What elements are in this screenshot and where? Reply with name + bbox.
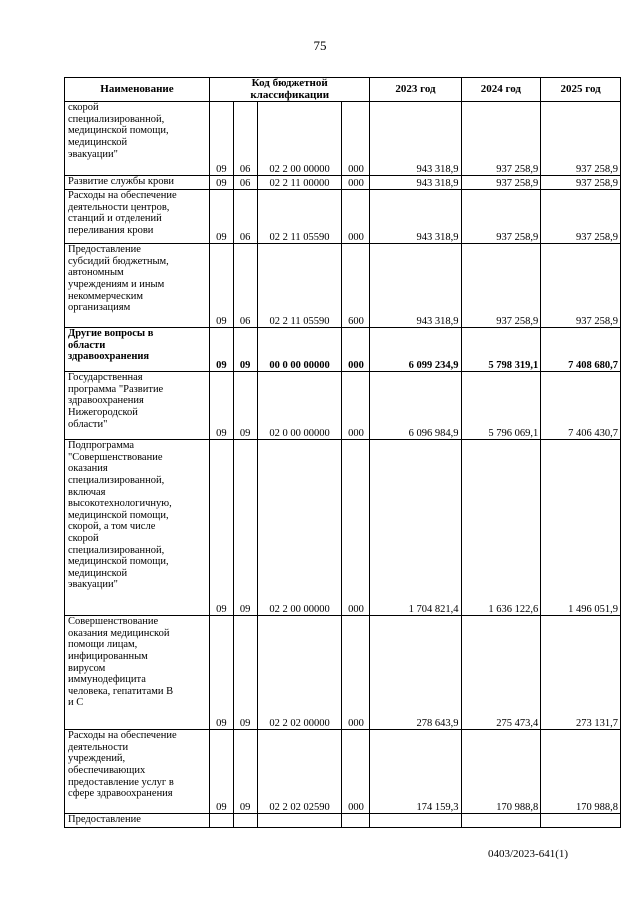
value-2024-cell — [461, 814, 541, 828]
subsection-code-cell: 09 — [233, 372, 257, 440]
expense-type-cell: 000 — [342, 190, 370, 244]
target-code-cell: 02 2 02 00000 — [257, 616, 342, 730]
expense-type-cell: 000 — [342, 440, 370, 616]
value-2023-cell: 943 318,9 — [370, 190, 461, 244]
expense-type-cell: 000 — [342, 328, 370, 372]
header-2023: 2023 год — [370, 78, 461, 102]
section-code-cell: 09 — [209, 440, 233, 616]
row-name-cell: Развитие службы крови — [65, 176, 210, 190]
target-code-cell: 00 0 00 00000 — [257, 328, 342, 372]
subsection-code-cell — [233, 814, 257, 828]
expense-type-cell: 000 — [342, 102, 370, 176]
subsection-code-cell: 06 — [233, 102, 257, 176]
table-row — [65, 372, 621, 440]
section-code-cell: 09 — [209, 176, 233, 190]
value-2023-cell: 943 318,9 — [370, 244, 461, 328]
expense-type-cell: 000 — [342, 372, 370, 440]
value-2025-cell: 170 988,8 — [541, 730, 621, 814]
subsection-code-cell: 09 — [233, 616, 257, 730]
expense-type-cell: 000 — [342, 730, 370, 814]
target-code-cell: 02 2 11 05590 — [257, 244, 342, 328]
value-2024-cell: 170 988,8 — [461, 730, 541, 814]
table-row — [65, 190, 621, 244]
target-code-cell: 02 2 11 00000 — [257, 176, 342, 190]
expense-type-cell — [342, 814, 370, 828]
table-row — [65, 176, 621, 190]
target-code-cell: 02 2 02 02590 — [257, 730, 342, 814]
section-code-cell: 09 — [209, 372, 233, 440]
value-2024-cell: 5 798 319,1 — [461, 328, 541, 372]
value-2023-cell: 174 159,3 — [370, 730, 461, 814]
row-name-cell: Предоставление субсидий бюджетным, автономным учреждениям и иным некоммерческим организациям — [65, 244, 210, 328]
table-row — [65, 616, 621, 730]
value-2024-cell: 937 258,9 — [461, 176, 541, 190]
subsection-code-cell: 09 — [233, 328, 257, 372]
subsection-code-cell: 06 — [233, 176, 257, 190]
value-2025-cell — [541, 814, 621, 828]
row-name-cell: Подпрограмма "Совершенствование оказания специализированной, включая высокотехнологичную, медицинской помощи, скорой, а том числе скорой специализированной, медицинской помощи, медицинской эвакуации" — [65, 440, 210, 616]
value-2025-cell: 7 406 430,7 — [541, 372, 621, 440]
subsection-code-cell: 09 — [233, 730, 257, 814]
table-row — [65, 730, 621, 814]
value-2023-cell — [370, 814, 461, 828]
table-row — [65, 328, 621, 372]
expense-type-cell: 000 — [342, 616, 370, 730]
row-name-cell: Совершенствование оказания медицинской помощи лицам, инфицированным вирусом иммунодефицита человека, гепатитами В и С — [65, 616, 210, 730]
table-row — [65, 814, 621, 828]
expense-type-cell: 600 — [342, 244, 370, 328]
subsection-code-cell: 06 — [233, 190, 257, 244]
section-code-cell: 09 — [209, 244, 233, 328]
table-row — [65, 244, 621, 328]
value-2023-cell: 278 643,9 — [370, 616, 461, 730]
section-code-cell — [209, 814, 233, 828]
header-name: Наименование — [65, 78, 210, 102]
value-2023-cell: 943 318,9 — [370, 176, 461, 190]
header-code: Код бюджетной классификации — [209, 78, 369, 102]
row-name-cell: Государственная программа "Развитие здравоохранения Нижегородской области" — [65, 372, 210, 440]
target-code-cell: 02 2 00 00000 — [257, 440, 342, 616]
row-name-cell: Другие вопросы в области здравоохранения — [65, 328, 210, 372]
expense-type-cell: 000 — [342, 176, 370, 190]
target-code-cell: 02 0 00 00000 — [257, 372, 342, 440]
value-2023-cell: 943 318,9 — [370, 102, 461, 176]
target-code-cell — [257, 814, 342, 828]
value-2025-cell: 937 258,9 — [541, 190, 621, 244]
section-code-cell: 09 — [209, 190, 233, 244]
row-name-cell: скорой специализированной, медицинской помощи, медицинской эвакуации" — [65, 102, 210, 176]
value-2023-cell: 6 099 234,9 — [370, 328, 461, 372]
value-2023-cell: 6 096 984,9 — [370, 372, 461, 440]
target-code-cell: 02 2 00 00000 — [257, 102, 342, 176]
value-2025-cell: 937 258,9 — [541, 102, 621, 176]
value-2025-cell: 937 258,9 — [541, 176, 621, 190]
subsection-code-cell: 06 — [233, 244, 257, 328]
header-2025: 2025 год — [541, 78, 621, 102]
page-number: 75 — [313, 38, 327, 53]
value-2025-cell: 7 408 680,7 — [541, 328, 621, 372]
row-name-cell: Расходы на обеспечение деятельности учреждений, обеспечивающих предоставление услуг в сфере здравоохранения — [65, 730, 210, 814]
table-row — [65, 440, 621, 616]
section-code-cell: 09 — [209, 102, 233, 176]
budget-table — [64, 77, 621, 828]
section-code-cell: 09 — [209, 328, 233, 372]
value-2025-cell: 273 131,7 — [541, 616, 621, 730]
value-2023-cell: 1 704 821,4 — [370, 440, 461, 616]
value-2025-cell: 937 258,9 — [541, 244, 621, 328]
value-2024-cell: 5 796 069,1 — [461, 372, 541, 440]
table-row — [65, 102, 621, 176]
table-header-row — [65, 78, 621, 102]
section-code-cell: 09 — [209, 616, 233, 730]
target-code-cell: 02 2 11 05590 — [257, 190, 342, 244]
document-code: 0403/2023-641(1) — [488, 848, 569, 860]
value-2024-cell: 937 258,9 — [461, 102, 541, 176]
row-name-cell: Расходы на обеспечение деятельности центров, станций и отделений переливания крови — [65, 190, 210, 244]
subsection-code-cell: 09 — [233, 440, 257, 616]
value-2024-cell: 275 473,4 — [461, 616, 541, 730]
value-2024-cell: 937 258,9 — [461, 244, 541, 328]
header-2024: 2024 год — [461, 78, 541, 102]
value-2024-cell: 1 636 122,6 — [461, 440, 541, 616]
value-2024-cell: 937 258,9 — [461, 190, 541, 244]
value-2025-cell: 1 496 051,9 — [541, 440, 621, 616]
row-name-cell: Предоставление — [65, 814, 210, 828]
section-code-cell: 09 — [209, 730, 233, 814]
